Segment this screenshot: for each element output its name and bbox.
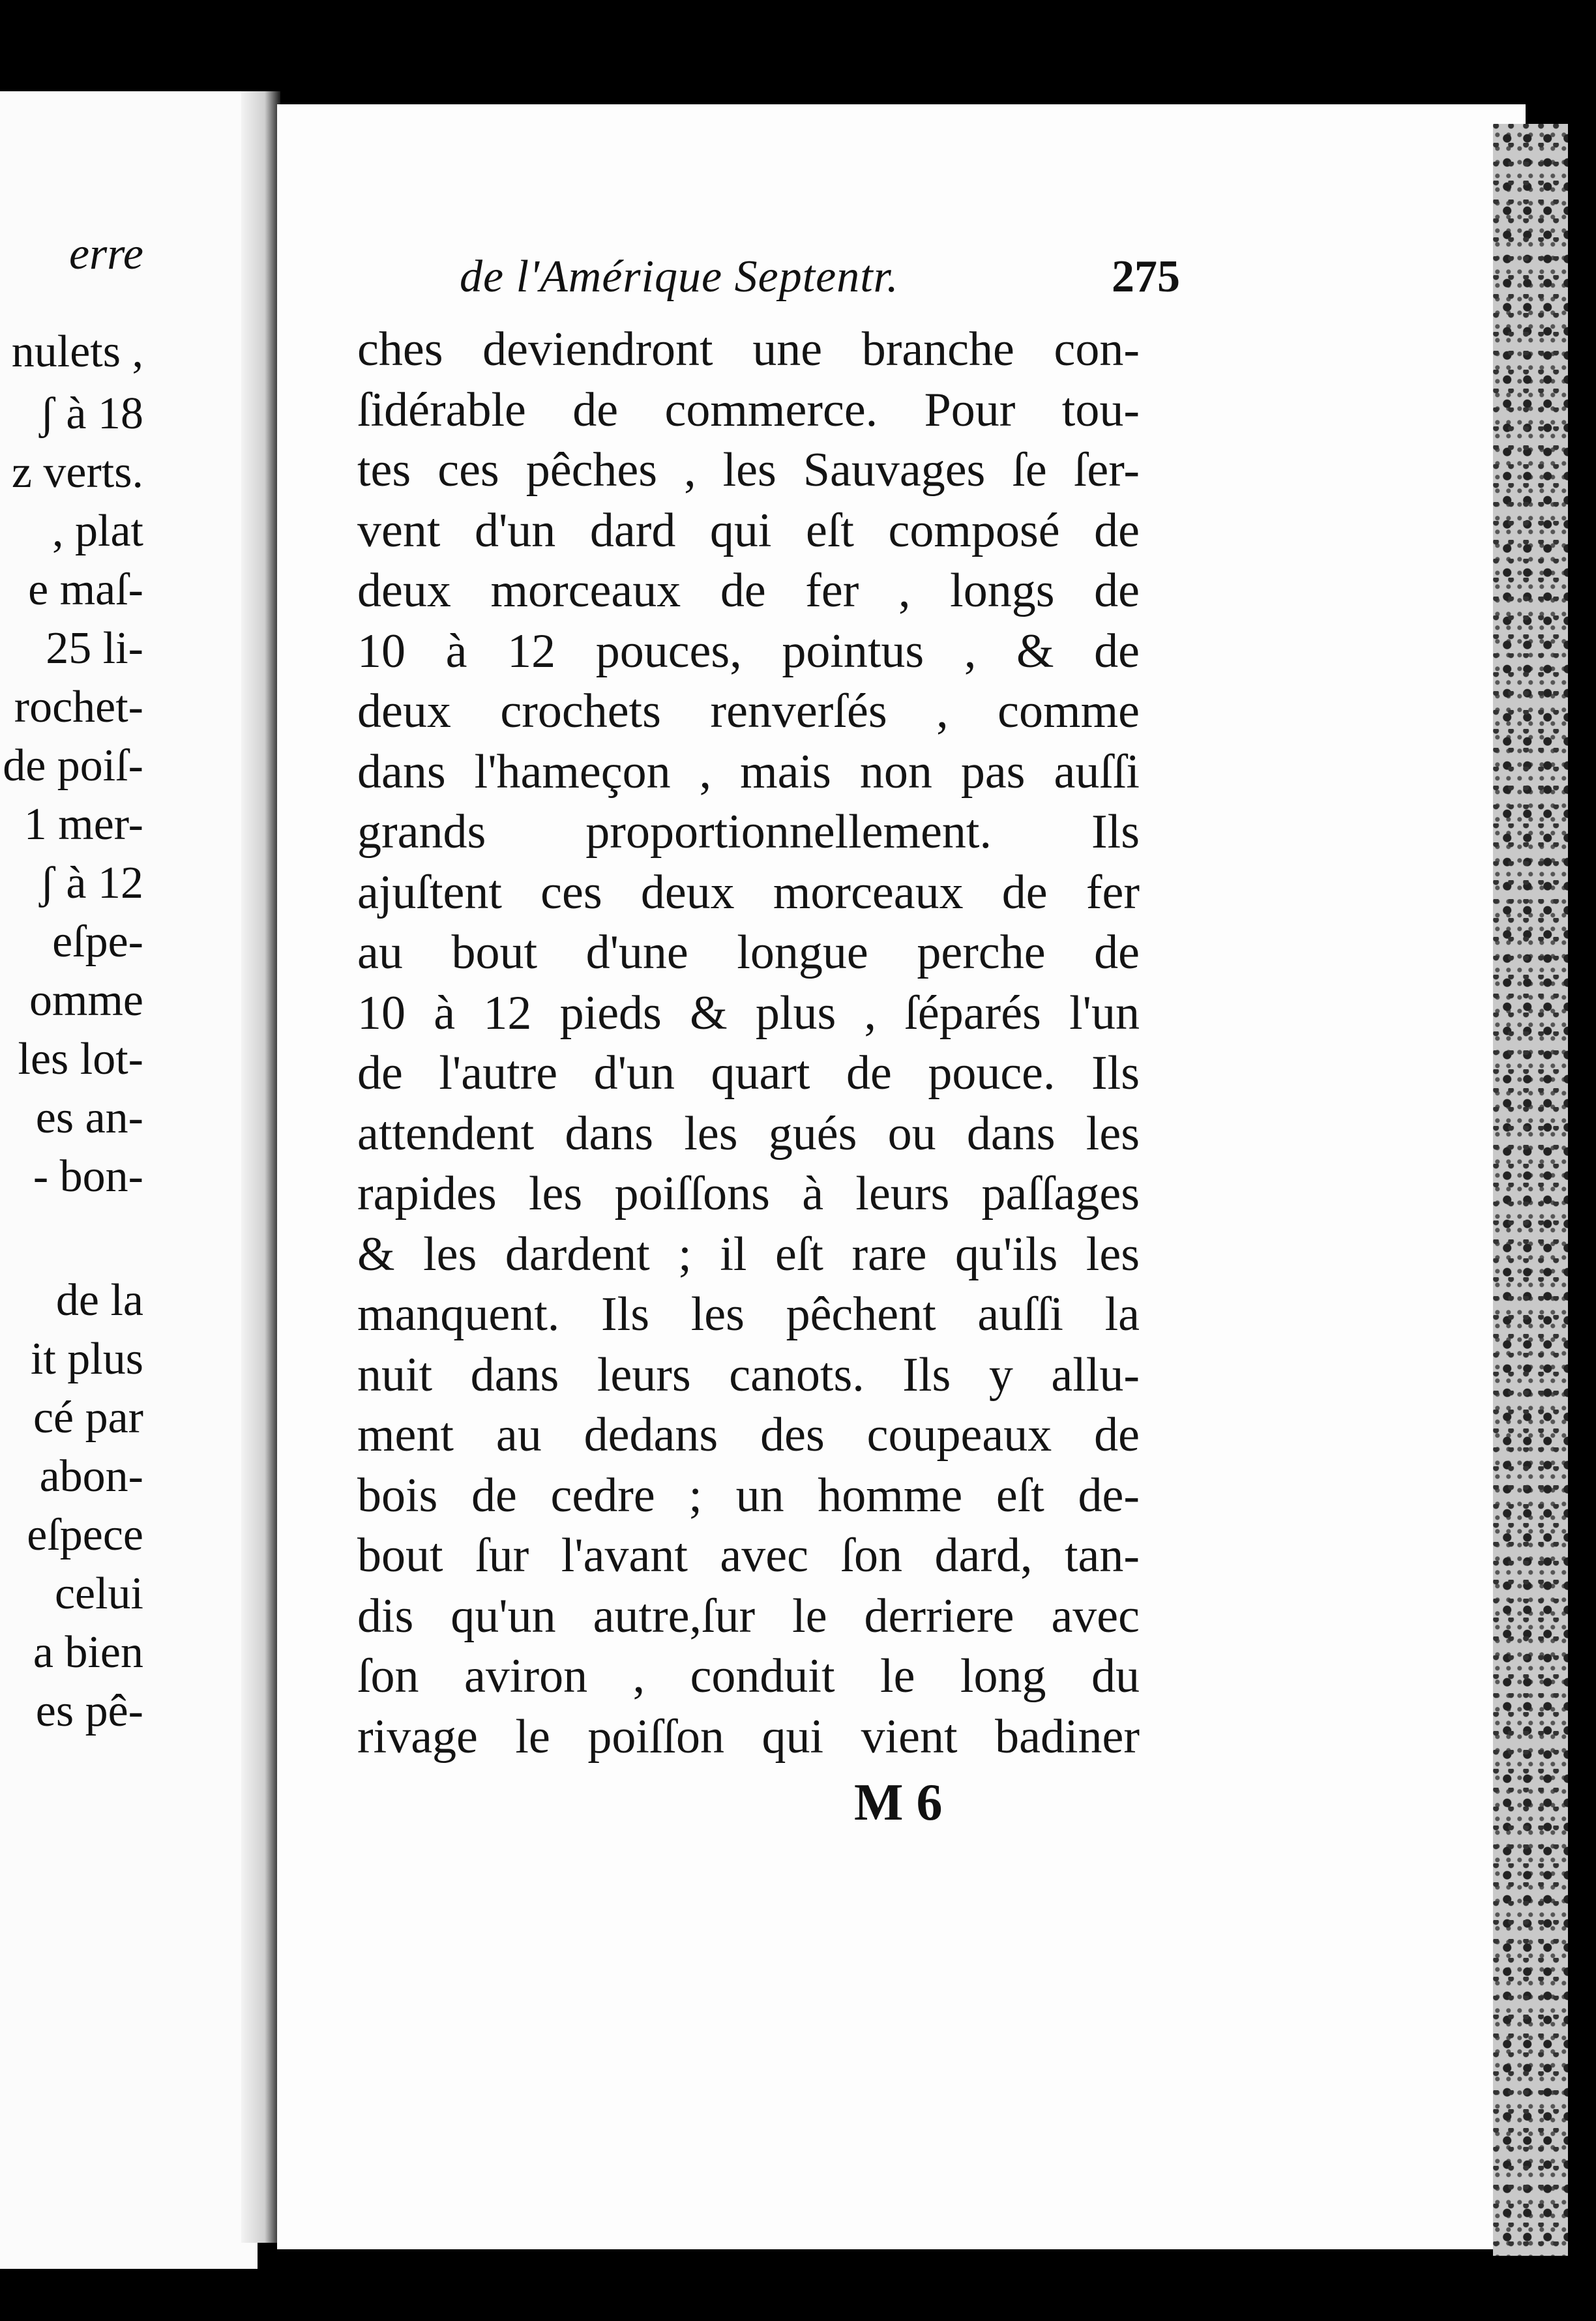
left-page-line: a bien (33, 1627, 143, 1678)
left-page-line: de la (55, 1275, 143, 1325)
left-page-line: omme (29, 975, 143, 1026)
left-page-line: abon- (39, 1451, 143, 1501)
left-page-line: es pê- (35, 1686, 143, 1736)
body-line: grands proportionnellement. Ils (357, 805, 1140, 859)
body-line: & les dardent ; il eſt rare qu'ils les (357, 1227, 1140, 1281)
book-gutter (241, 91, 280, 2243)
left-page-line: rochet- (14, 682, 143, 732)
left-page-line: ʃ à 12 (39, 858, 143, 908)
body-line: ajuſtent ces deux morceaux de fer (357, 865, 1140, 919)
left-page-line: erre (68, 229, 143, 279)
left-page-line: ʃ à 18 (39, 389, 143, 439)
body-line: 10 à 12 pieds & plus , ſéparés l'un (357, 986, 1140, 1040)
body-line: deux morceaux de fer , longs de (357, 564, 1140, 617)
body-line: ment au dedans des coupeaux de (357, 1408, 1140, 1462)
body-line: 10 à 12 pouces, pointus , & de (357, 624, 1140, 678)
running-head: de l'Amérique Septentr. (460, 252, 899, 302)
body-line: ſon aviron , conduit le long du (357, 1649, 1140, 1703)
left-page-line: celui (54, 1569, 143, 1619)
body-line: au bout d'une longue perche de (357, 926, 1140, 979)
left-page-line: - bon- (33, 1151, 143, 1202)
left-page-line: e maſ- (28, 565, 143, 615)
left-page-line: , plat (52, 506, 143, 556)
left-page-line: z verts. (11, 447, 143, 497)
left-page-line: es an- (35, 1093, 143, 1143)
left-page-line: de poiſ- (3, 741, 143, 791)
left-page-line: 1 mer- (23, 799, 143, 850)
left-page-line: eſpe- (52, 917, 143, 967)
left-page-line: eſpece (27, 1510, 143, 1560)
body-line: tes ces pêches , les Sauvages ſe ſer- (357, 443, 1140, 497)
left-page-line: 25 li- (46, 623, 143, 673)
body-line: rivage le poiſſon qui vient badiner (357, 1709, 1140, 1764)
page-header (460, 251, 1180, 310)
body-line: vent d'un dard qui eſt composé de (357, 503, 1140, 557)
left-page-line: les lot- (18, 1034, 143, 1084)
body-line: manquent. Ils les pêchent auſſi la (357, 1288, 1140, 1341)
body-line: bout ſur l'avant avec ſon dard, tan- (357, 1529, 1140, 1582)
body-line: deux crochets renverſés , comme (357, 685, 1140, 738)
body-line: dans l'hameçon , mais non pas auſſi (357, 745, 1140, 799)
page-edge (1493, 124, 1568, 2256)
left-page-line: nulets , (11, 327, 143, 377)
body-line: de l'autre d'un quart de pouce. Ils (357, 1046, 1140, 1100)
body-text (357, 319, 1140, 1767)
body-line: attendent dans les gués ou dans les (357, 1106, 1140, 1160)
body-line: nuit dans leurs canots. Ils y allu- (357, 1348, 1140, 1402)
body-line: rapides les poiſſons à leurs paſſages (357, 1167, 1140, 1220)
signature-mark: M 6 (854, 1774, 943, 1831)
page-number: 275 (1112, 252, 1180, 302)
left-page-line: it plus (30, 1334, 143, 1384)
left-page (0, 91, 258, 2269)
body-line: dis qu'un autre,ſur le derriere avec (357, 1589, 1140, 1643)
body-line: ches deviendront une branche con- (357, 323, 1140, 376)
left-page-line: cé par (33, 1393, 143, 1443)
left-page-text (0, 91, 244, 2269)
body-line: bois de cedre ; un homme eſt de- (357, 1468, 1140, 1522)
body-line: ſidérable de commerce. Pour tou- (357, 383, 1140, 437)
